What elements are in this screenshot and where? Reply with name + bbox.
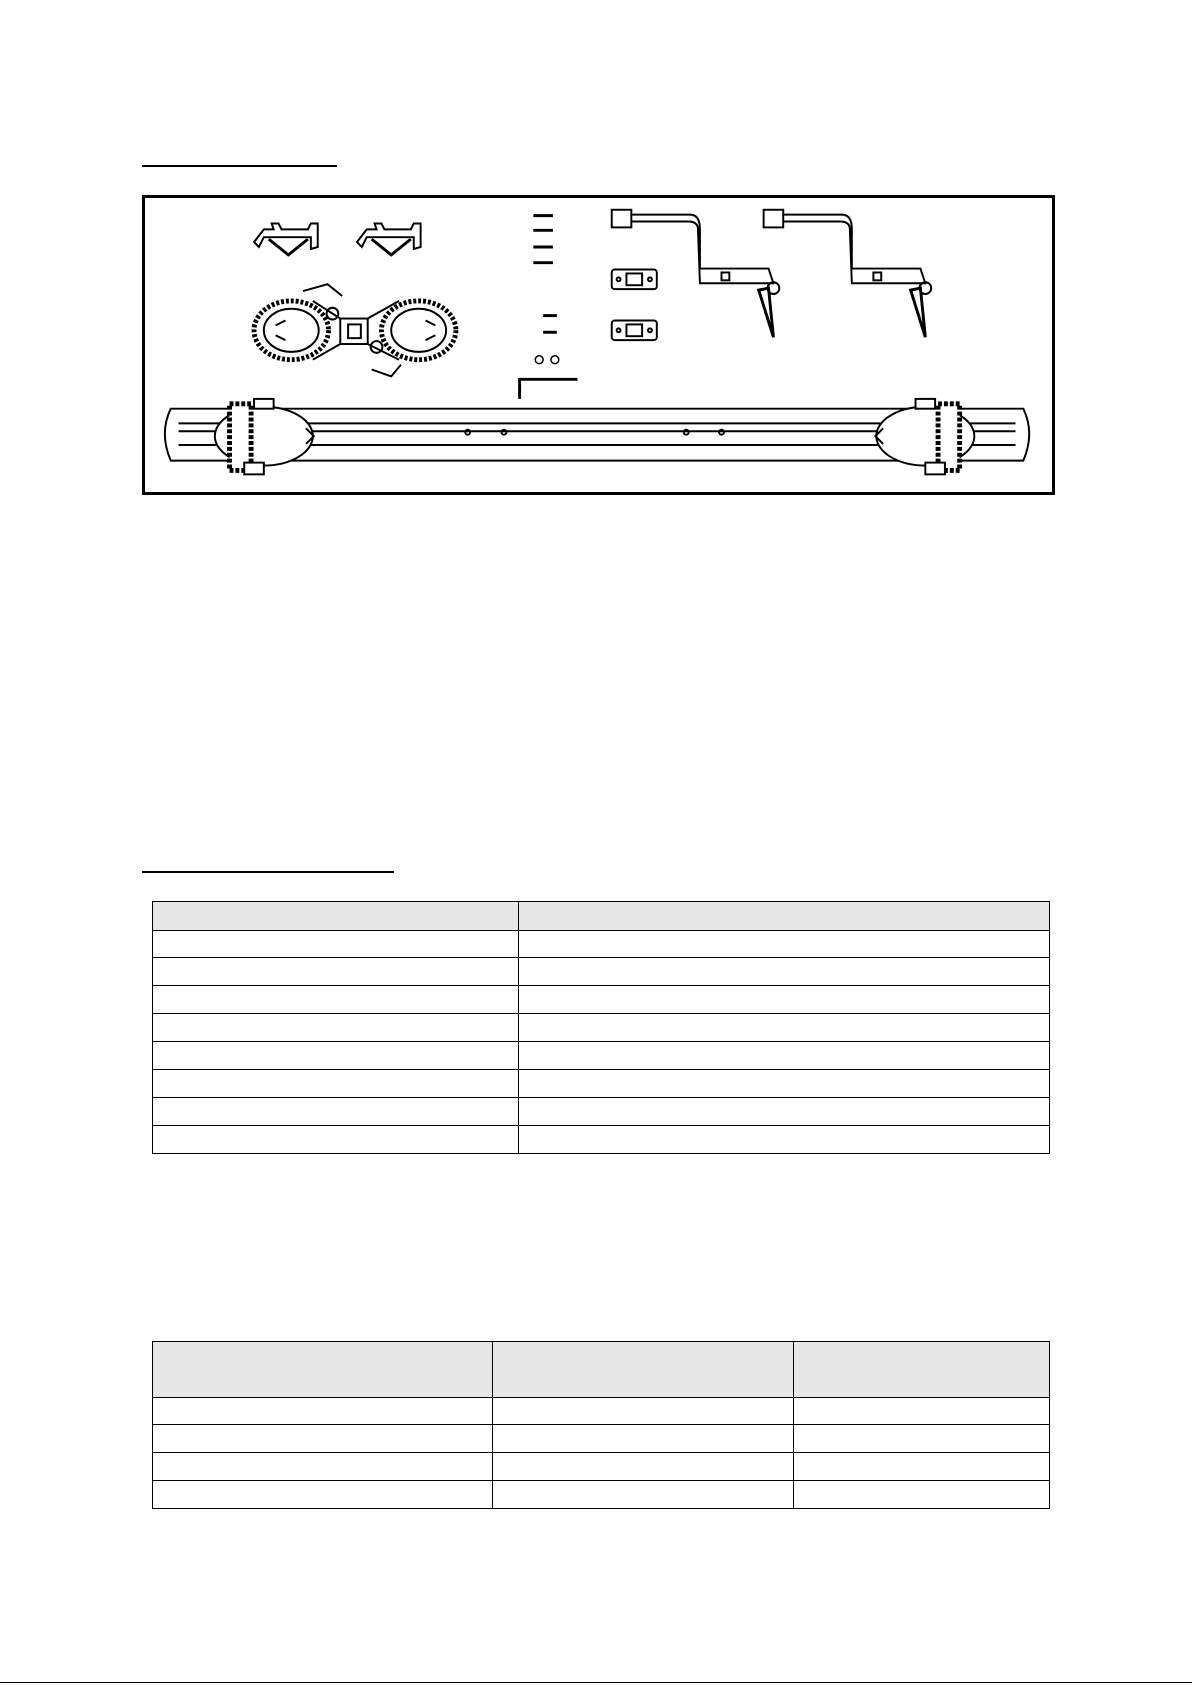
parts-illustration [145, 198, 1052, 492]
table-cell [153, 1070, 519, 1098]
table-cell [493, 1398, 794, 1425]
wheel-holder [215, 399, 314, 474]
table-cell [493, 1453, 794, 1481]
compat-table [152, 1341, 1050, 1509]
table-cell [519, 958, 1050, 986]
table-row [153, 958, 1050, 986]
header-cell [493, 1342, 794, 1398]
table-row [153, 1453, 1050, 1481]
table-row [153, 1398, 1050, 1425]
table-cell [519, 1014, 1050, 1042]
page-bottom-rule [0, 1682, 1192, 1683]
table-cell [153, 986, 519, 1014]
table-cell [794, 1425, 1050, 1453]
section-heading-underline [142, 871, 394, 873]
table-cell [519, 1098, 1050, 1126]
table-cell [153, 1014, 519, 1042]
header-cell [794, 1342, 1050, 1398]
fork-arm [764, 210, 932, 337]
hex-key [520, 379, 578, 399]
section-heading-underline [142, 165, 337, 167]
table-row [153, 1098, 1050, 1126]
header-cell [153, 902, 519, 931]
bolts [533, 216, 557, 333]
table-cell [794, 1453, 1050, 1481]
table-row [153, 1126, 1050, 1154]
table-row [153, 1425, 1050, 1453]
table-cell [519, 1042, 1050, 1070]
table-cell [519, 1126, 1050, 1154]
table-cell [153, 1453, 493, 1481]
table-cell [794, 1398, 1050, 1425]
wheel-holder [875, 399, 974, 474]
table-cell [153, 1126, 519, 1154]
mounting-plate [612, 321, 657, 341]
spec-table [152, 901, 1050, 1154]
table-row [153, 1070, 1050, 1098]
table-cell [153, 1481, 493, 1509]
table-cell [493, 1425, 794, 1453]
table-cell [519, 931, 1050, 958]
table-row [153, 931, 1050, 958]
table-cell [153, 1098, 519, 1126]
table-cell [519, 1070, 1050, 1098]
table-row [153, 1042, 1050, 1070]
table-cell [794, 1481, 1050, 1509]
table-cell [153, 1398, 493, 1425]
header-cell [153, 1342, 493, 1398]
table-cell [519, 986, 1050, 1014]
table-cell [153, 931, 519, 958]
frame-clamp [357, 223, 421, 254]
table-cell [153, 1042, 519, 1070]
table-cell [153, 958, 519, 986]
mounting-plate [612, 270, 657, 290]
table-row [153, 1014, 1050, 1042]
table-header-row [153, 902, 1050, 931]
table-row [153, 986, 1050, 1014]
table-header-row [153, 1342, 1050, 1398]
bike-holder [254, 284, 456, 376]
header-cell [519, 902, 1050, 931]
frame-clamp [254, 223, 318, 254]
table-cell [153, 1425, 493, 1453]
washers [535, 356, 559, 364]
parts-diagram [142, 195, 1055, 495]
table-row [153, 1481, 1050, 1509]
table-cell [493, 1481, 794, 1509]
